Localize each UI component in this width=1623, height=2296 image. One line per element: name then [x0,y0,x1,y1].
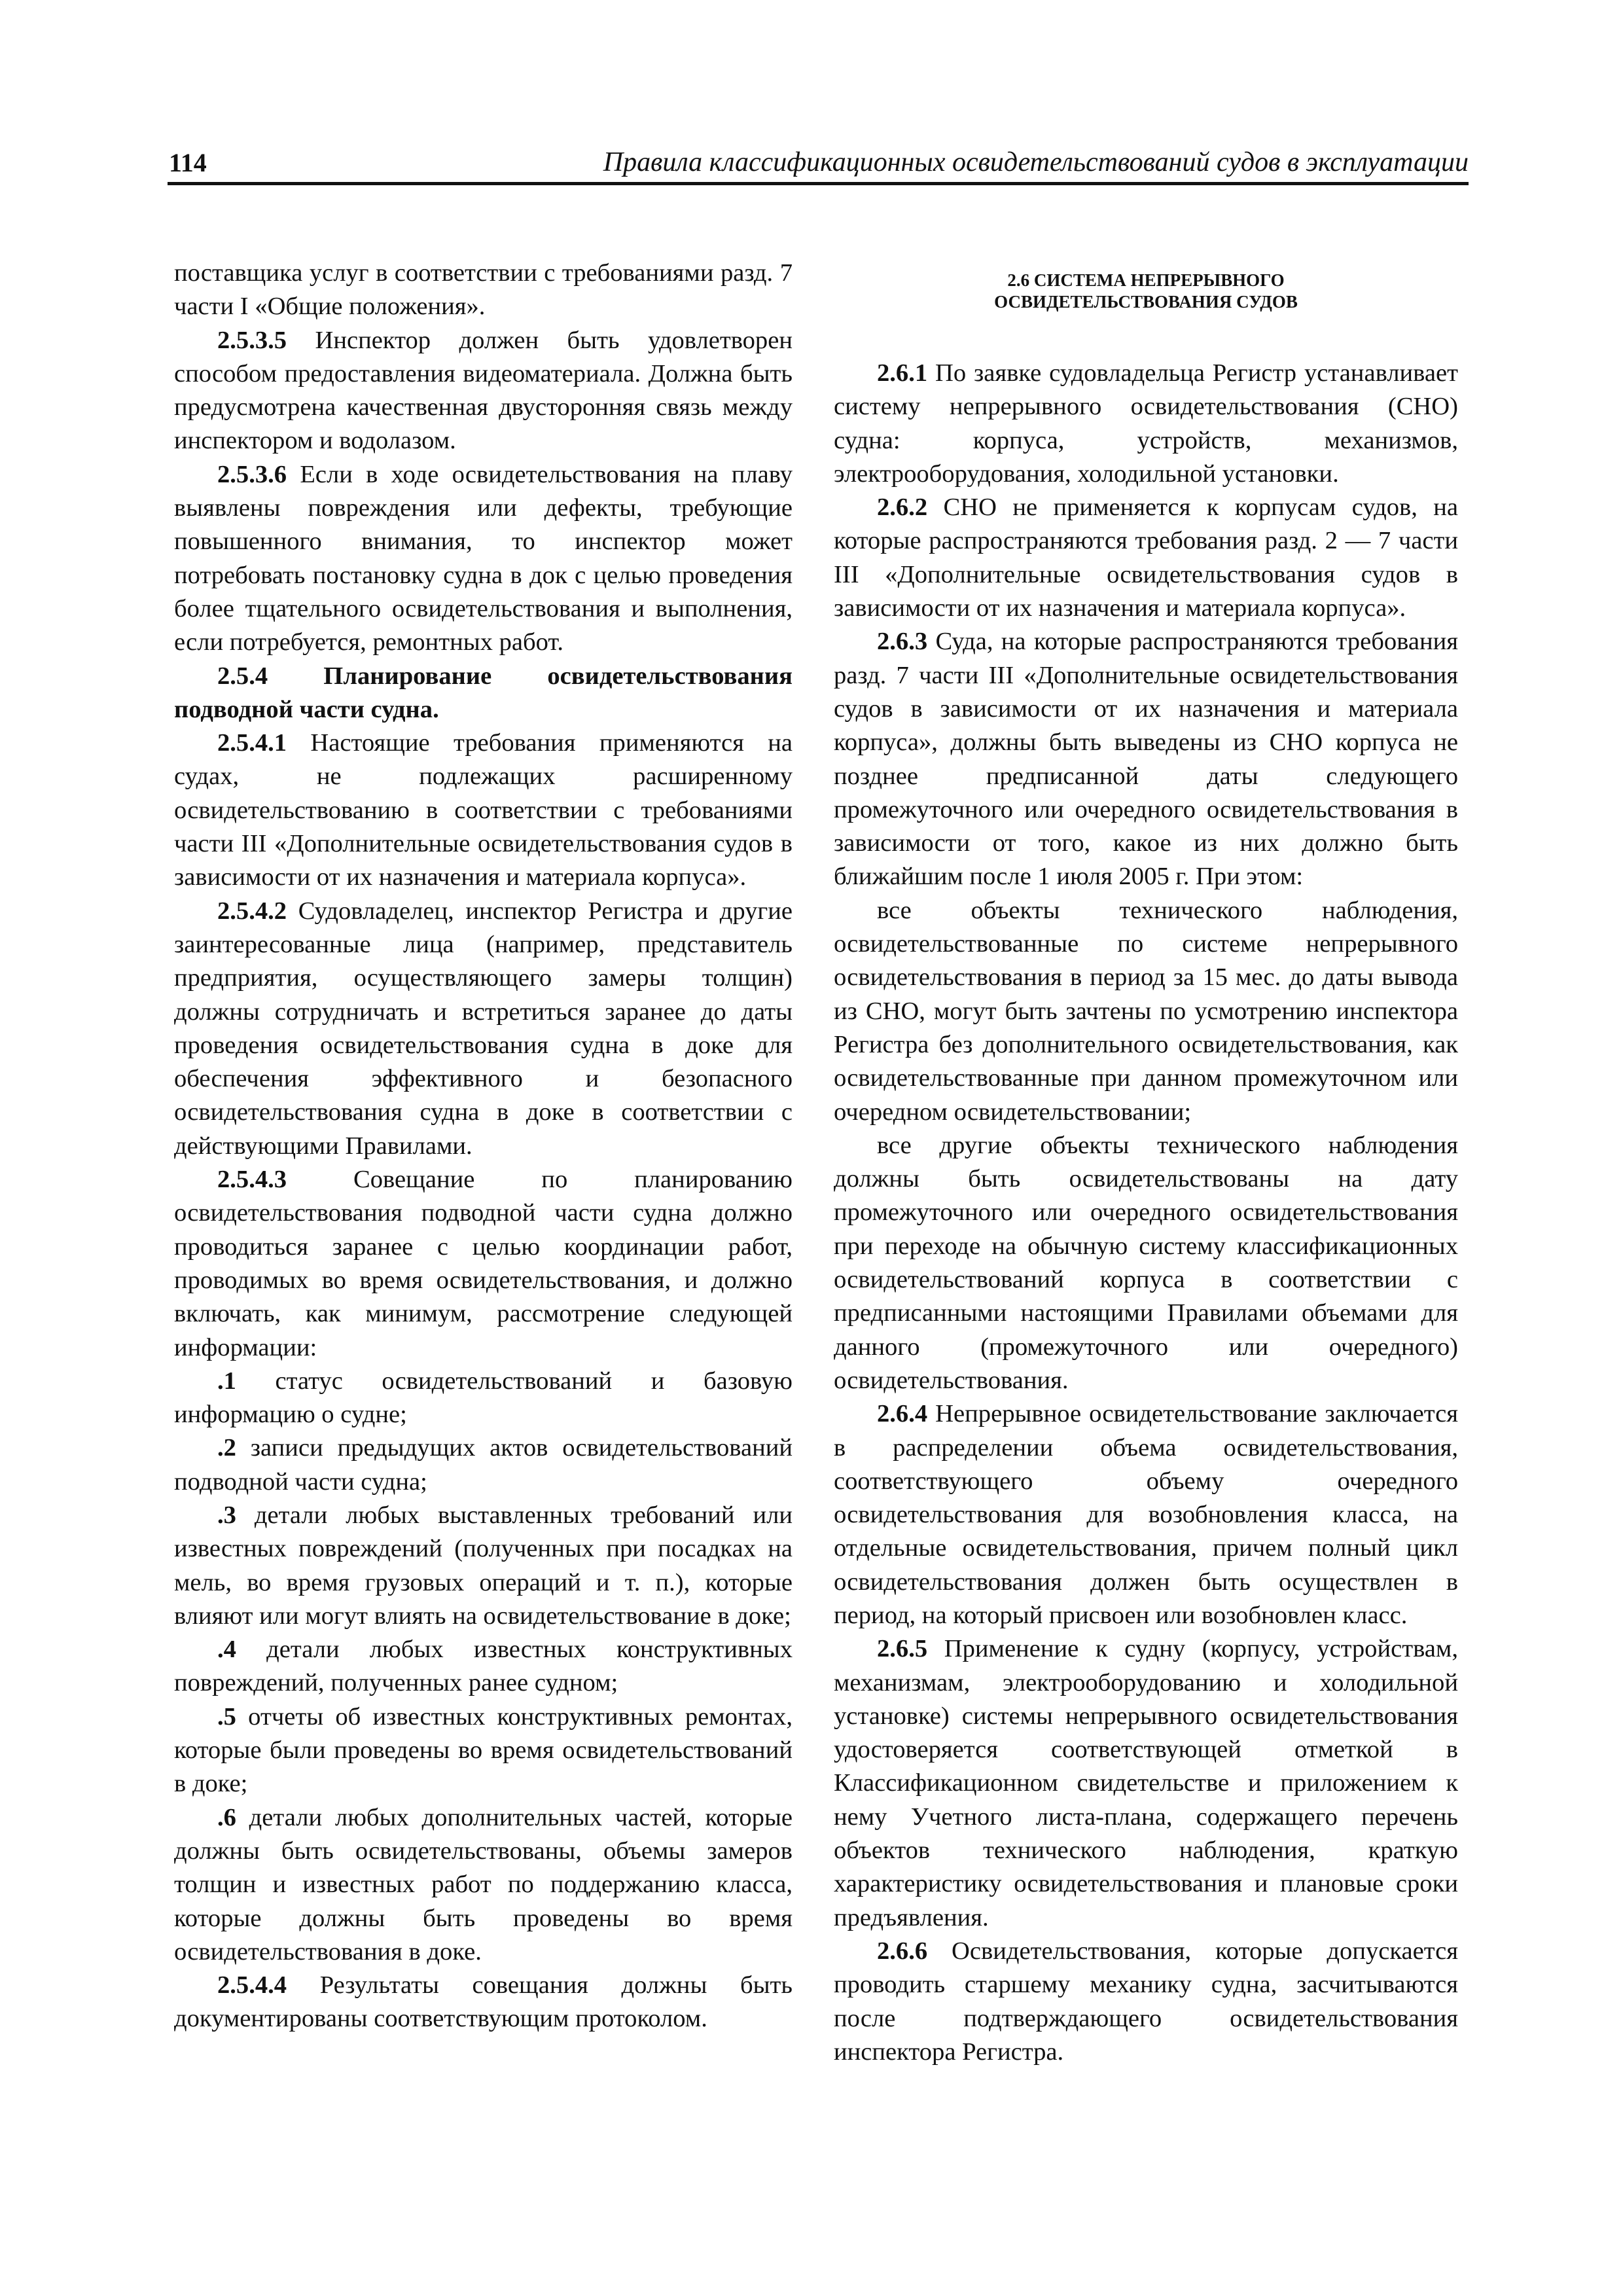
list-item-6: .6 детали любых дополнительных частей, которые должны быть освидетельствованы, объемы замеров толщин и известных работ по поддержанию класса, которые должны быть проведены во время освидетельствования в доке. [174,1803,793,1965]
paragraph-2-6-6: 2.6.6 Освидетельствования, которые допускается проводить старшему механику судна, засчитываются после подтверждающего освидетельствования инспектора Регистра. [834,1937,1458,2066]
list-item-1: .1 статус освидетельствований и базовую информацию о судне; [174,1367,793,1429]
section-title: 2.6 СИСТЕМА НЕПРЕРЫВНОГО ОСВИДЕТЕЛЬСТВОВАНИЯ СУДОВ [994,270,1298,312]
paragraph-2-6-2: 2.6.2 СНО не применяется к корпусам судов, на которые распространяются требования разд. 2 — 7 части III «Дополнительные освидетельствования судов в зависимости от их назначения и материала корпуса». [834,493,1458,622]
paragraph-2-5-3-5: 2.5.3.5 Инспектор должен быть удовлетворен способом предоставления видеоматериала. Должна быть предусмотрена качественная двусторонняя связь между инспектором и водолазом. [174,326,793,455]
paragraph-2-5-4-1: 2.5.4.1 Настоящие требования применяются на судах, не подлежащих расширенному освидетельствованию в соответствии с требованиями части III «Дополнительные освидетельствования судов в зависимости от их назначения и материала корпуса». [174,729,793,891]
paragraph-2-5-4-2: 2.5.4.2 Судовладелец, инспектор Регистра и другие заинтересованные лица (например, представитель предприятия, осуществляющего замеры толщин) должны сотрудничать и встретиться заранее до даты проведения освидетельствования судна в доке для обеспечения эффективного и безопасного освидетельствования судна в доке в соответствии с действующими Правилами. [174,897,793,1160]
running-title: Правила классификационных освидетельствований судов в эксплуатации [603,147,1469,177]
page-number: 114 [169,148,207,177]
paragraph: все другие объекты технического наблюдения должны быть освидетельствованы на дату промежуточного или очередного освидетельствования при переходе на обычную систему классификационных освидетельствований корпуса в соответствии с предписанными настоящими Правилами объемами для данного (промежуточного или очередного) освидетельствования. [834,1131,1458,1394]
list-item-2: .2 записи предыдущих актов освидетельствований подводной части судна; [174,1434,793,1496]
paragraph-2-6-1: 2.6.1 По заявке судовладельца Регистр устанавливает систему непрерывного освидетельствования (СНО) судна: корпуса, устройств, механизмов, электрооборудования, холодильной установки. [834,359,1458,488]
list-item-5: .5 отчеты об известных конструктивных ремонтах, которые были проведены во время освидетельствований в доке; [174,1702,793,1798]
paragraph-2-6-4: 2.6.4 Непрерывное освидетельствование заключается в распределении объема освидетельствования, соответствующего объему очередного освидетельствования для возобновления класса, на отдельные освидетельствования, причем полный цикл освидетельствования должен быть осуществлен в период, на который присвоен или возобновлен класс. [834,1400,1458,1629]
paragraph-2-5-3-6: 2.5.3.6 Если в ходе освидетельствования на плаву выявлены повреждения или дефекты, требующие повышенного внимания, то инспектор может потребовать постановку судна в док с целью проведения более тщательного освидетельствования и выполнения, если потребуется, ремонтных работ. [174,460,793,656]
paragraph-2-5-4-3: 2.5.4.3 Совещание по планированию освидетельствования подводной части судна должно проводиться заранее с целью координации работ, проводимых во время освидетельствования, и должно включать, как минимум, рассмотрение следующей информации: [174,1166,793,1361]
paragraph-2-6-5: 2.6.5 Применение к судну (корпусу, устройствам, механизмам, электрооборудованию и холодильной установке) системы непрерывного освидетельствования удостоверяется соответствующей отметкой в Классификационном свидетельстве и приложением к нему Учетного листа-плана, содержащего перечень объектов технического наблюдения, краткую характеристику освидетельствования и плановые сроки предъявления. [834,1635,1458,1931]
list-item-4: .4 детали любых известных конструктивных повреждений, полученных ранее судном; [174,1636,793,1697]
paragraph-2-5-4-4: 2.5.4.4 Результаты совещания должны быть документированы соответствующим протоколом. [174,1971,793,2033]
list-item-3: .3 детали любых выставленных требований или известных повреждений (полученных при посадках на мель, во время грузовых операций и т. п.), которые влияют или могут влиять на освидетельствование в доке; [174,1501,793,1630]
paragraph: все объекты технического наблюдения, освидетельствованные по системе непрерывного освидетельствования в период за 15 мес. до даты вывода из СНО, могут быть зачтены по усмотрению инспектора Регистра без дополнительного освидетельствования, как освидетельствованные при данном промежуточном или очередном освидетельствовании; [834,896,1458,1126]
heading-2-5-4: 2.5.4 Планирование освидетельствования подводной части судна. [174,662,793,723]
left-column [174,257,793,2036]
paragraph: поставщика услуг в соответствии с требованиями разд. 7 части I «Общие положения». [174,259,793,321]
right-column [834,257,1458,2069]
paragraph-2-6-3: 2.6.3 Суда, на которые распространяются требования разд. 7 части III «Дополнительные освидетельствования судов в зависимости от их назначения и материала корпуса», должны быть выведены из СНО корпуса не позднее предписанной даты следующего промежуточного или очередного освидетельствования в зависимости от того, какое из них должно быть ближайшим после 1 июля 2005 г. При этом: [834,628,1458,891]
page-header [168,143,1469,185]
